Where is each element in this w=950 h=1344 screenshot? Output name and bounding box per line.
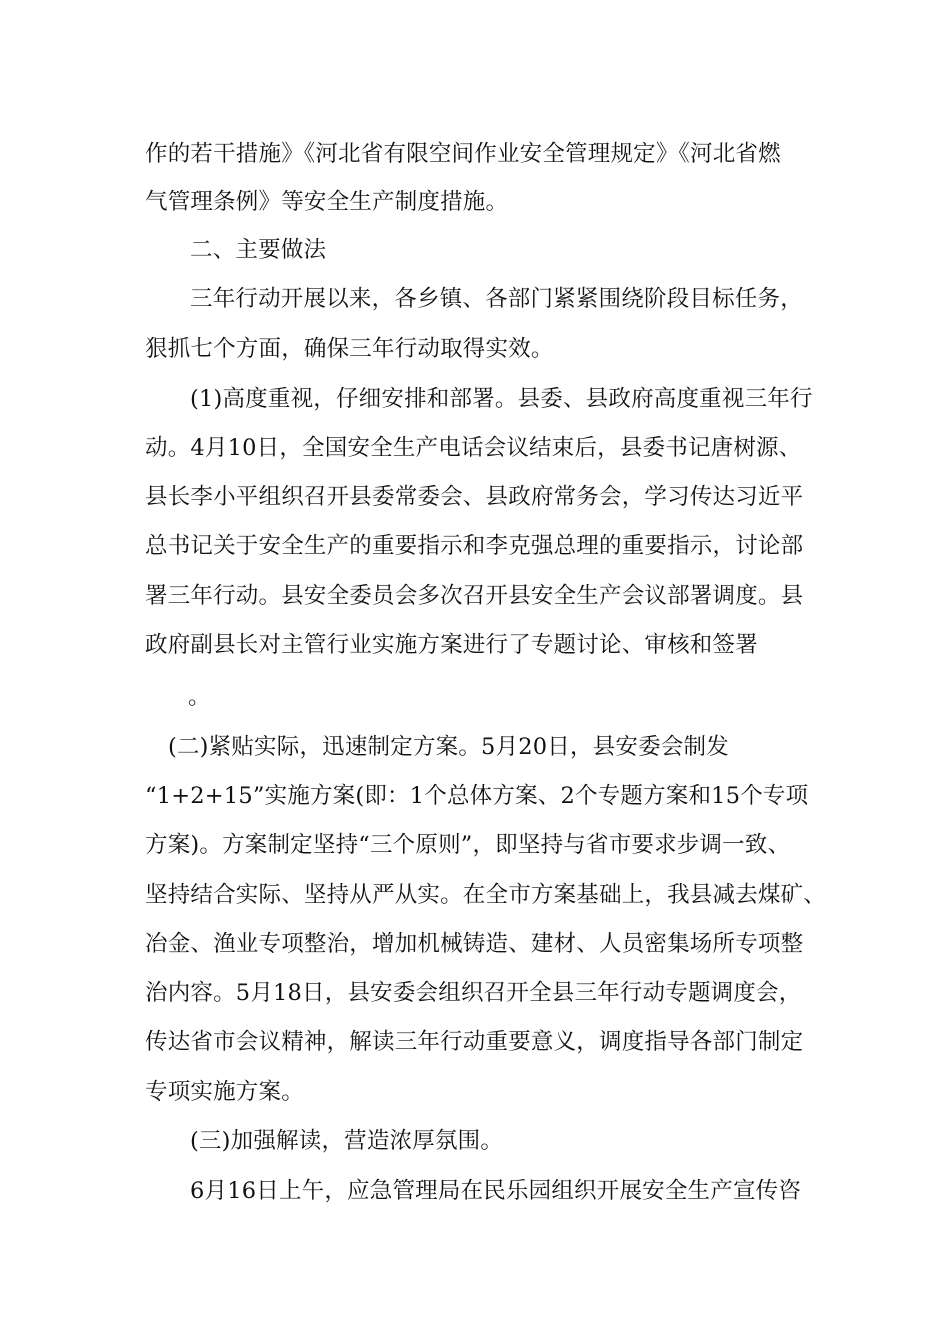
body-text-line: “1+2+15”实施方案(即：1个总体方案、2个专题方案和15个专项 xyxy=(145,783,809,809)
body-text-line: 气管理条例》等安全生产制度措施。 xyxy=(145,189,509,215)
body-text-line: 县长李小平组织召开县委常委会、县政府常务会，学习传达习近平 xyxy=(145,484,804,510)
body-text-line: 署三年行动。县安全委员会多次召开县安全生产会议部署调度。县 xyxy=(145,583,804,609)
body-text-line: 总书记关于安全生产的重要指示和李克强总理的重要指示，讨论部 xyxy=(145,533,804,559)
body-text-line: 坚持结合实际、坚持从严从实。在全市方案基础上，我县减去煤矿、 xyxy=(145,882,827,908)
subsection-heading: (三)加强解读，营造浓厚氛围。 xyxy=(190,1128,504,1154)
body-text-line: 作的若干措施》《河北省有限空间作业安全管理规定》《河北省燃 xyxy=(145,141,781,167)
body-text-line: 狠抓七个方面，确保三年行动取得实效。 xyxy=(145,336,554,362)
subsection-heading: (1)高度重视，仔细安排和部署。县委、县政府高度重视三年行 xyxy=(190,386,813,412)
body-text-line: 。 xyxy=(188,684,211,710)
paragraph-start-line: 6月16日上午，应急管理局在民乐园组织开展安全生产宣传咨 xyxy=(190,1178,802,1204)
body-text-line: 动。4月10日，全国安全生产电话会议结束后，县委书记唐树源、 xyxy=(145,435,802,461)
section-heading: 二、主要做法 xyxy=(190,237,327,263)
paragraph-start-line: 三年行动开展以来，各乡镇、各部门紧紧围绕阶段目标任务， xyxy=(190,286,803,312)
body-text-line: 方案)。方案制定坚持“三个原则”，即坚持与省市要求步调一致、 xyxy=(145,832,791,858)
subsection-heading: (二)紧贴实际，迅速制定方案。5月20日，县安委会制发 xyxy=(168,734,729,760)
body-text-line: 传达省市会议精神，解读三年行动重要意义，调度指导各部门制定 xyxy=(145,1029,804,1055)
body-text-line: 冶金、渔业专项整治，增加机械铸造、建材、人员密集场所专项整 xyxy=(145,931,804,957)
body-text-line: 政府副县长对主管行业实施方案进行了专题讨论、审核和签署 xyxy=(145,632,758,658)
body-text-line: 专项实施方案。 xyxy=(145,1079,304,1105)
body-text-line: 治内容。5月18日，县安委会组织召开全县三年行动专题调度会， xyxy=(145,980,802,1006)
